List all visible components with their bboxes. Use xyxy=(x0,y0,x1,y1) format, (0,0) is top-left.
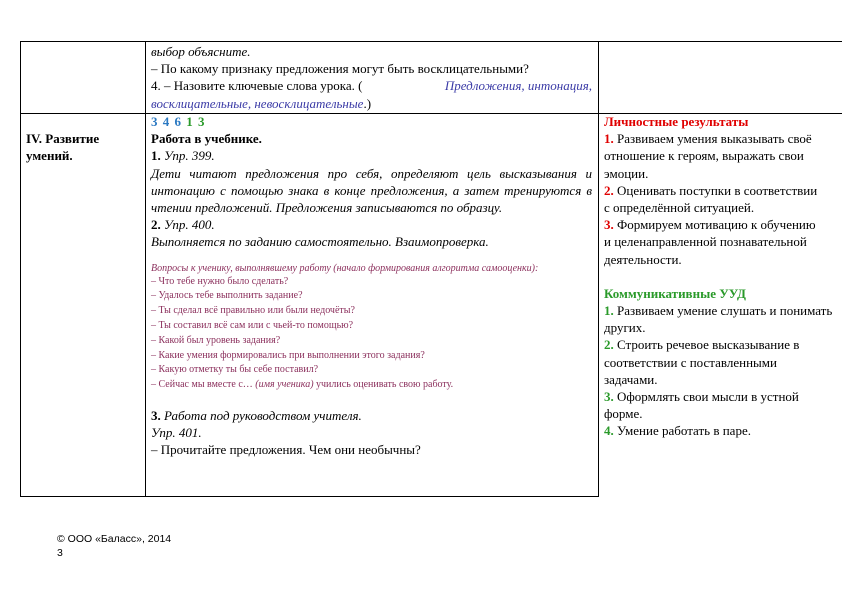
number-sequence xyxy=(151,113,592,130)
row1-content-cell xyxy=(151,43,592,112)
personal-item-1 xyxy=(604,130,842,147)
question-item: – Какую отметку ты бы себе поставил? xyxy=(151,364,319,376)
stage-cell xyxy=(26,130,142,164)
communicative-title: Коммуникативные УУД xyxy=(604,285,746,301)
page-number: 3 xyxy=(57,547,63,559)
comm-item-4-text: Умение работать в паре. xyxy=(617,423,751,439)
comm-item-1-cont: других. xyxy=(604,320,646,336)
table-top-border xyxy=(20,41,842,42)
exercise-2-label: Упр. 400. xyxy=(164,217,215,233)
personal-results-title: Личностные результаты xyxy=(604,114,749,129)
exercise-1-label: Упр. 399. xyxy=(164,148,215,164)
exercise-1-description: Дети читают предложения про себя, определяют цель высказывания и интонацию с помощью знака в конце предложения, а затем тренируются в чтении предложений. Предложения записываются по образцу. xyxy=(151,165,592,216)
comm-item-3-text-a: Оформлять свои мысли в устной xyxy=(617,389,799,405)
personal-item-3-cont: и целенаправленной познавательной xyxy=(604,234,807,250)
number-2: 4 xyxy=(162,114,171,129)
comm-item-3 xyxy=(604,388,842,405)
number-3: 6 xyxy=(174,114,182,129)
question-item: – Какой был уровень задания? xyxy=(151,334,281,346)
number-4: 1 xyxy=(186,114,194,129)
activity-cell xyxy=(151,113,592,459)
exercise-3-label: Работа под руководством учителя. xyxy=(164,408,362,423)
row1-keywords-question: 4. – Назовите ключевые слова урока. ( xyxy=(151,78,363,94)
row1-line2: – По какому признаку предложения могут быть восклицательными? xyxy=(151,61,529,77)
last-question-prefix: – Сейчас мы вместе с… xyxy=(151,379,253,391)
question-item: – Что тебе нужно было сделать? xyxy=(151,275,289,287)
personal-item-1-cont2: эмоции. xyxy=(604,165,649,181)
question-item: – Ты составил всё сам или с чьей-то помощью? xyxy=(151,320,354,332)
row1-line4-suffix: .) xyxy=(363,95,372,111)
question-item: – Ты сделал всё правильно или были недочёты? xyxy=(151,305,355,317)
comm-item-3-cont: форме. xyxy=(604,406,643,422)
copyright-footer: © ООО «Баласс», 2014 xyxy=(57,533,172,545)
exercise-1-number: 1. xyxy=(151,148,161,164)
personal-item-1-num: 1. xyxy=(604,131,614,147)
exercise-2-description: Выполняется по заданию самостоятельно. Взаимопроверка. xyxy=(151,234,489,250)
work-title: Работа в учебнике. xyxy=(151,131,262,147)
question-item-last xyxy=(151,378,592,393)
comm-item-2-text-a: Строить речевое высказывание в xyxy=(617,337,800,353)
personal-item-2-num: 2. xyxy=(604,182,614,198)
self-assessment-questions xyxy=(151,262,592,393)
comm-item-2 xyxy=(604,336,842,353)
comm-item-3-num: 3. xyxy=(604,389,614,405)
comm-item-2-cont2: задачами. xyxy=(604,371,658,387)
question-item: – Какие умения формировались при выполнении этого задания? xyxy=(151,349,425,361)
comm-item-2-num: 2. xyxy=(604,337,614,353)
table-column-divider-2 xyxy=(598,42,599,497)
personal-item-3-num: 3. xyxy=(604,217,614,233)
questions-intro: Вопросы к ученику, выполнявшему работу (начало формирования алгоритма самооценки): xyxy=(151,262,539,274)
personal-item-2-text-a: Оценивать поступки в соответствии xyxy=(617,182,818,198)
exercise-1-heading xyxy=(151,147,592,164)
row1-keywords-answer-cont: восклицательные, невосклицательные xyxy=(151,95,364,111)
comm-item-1-text-a: Развиваем умение слушать и понимать xyxy=(617,303,833,319)
personal-item-3-cont2: деятельности. xyxy=(604,251,682,267)
exercise-3-heading xyxy=(151,407,592,424)
stage-title-line2: умений. xyxy=(26,148,73,164)
row1-line1: выбор объясните. xyxy=(151,44,251,59)
row1-line3 xyxy=(151,77,592,94)
comm-item-2-cont: соответствии с поставленными xyxy=(604,354,777,370)
number-5: 3 xyxy=(198,114,206,129)
personal-item-2-cont: с определённой ситуацией. xyxy=(604,200,755,216)
exercise-3-number: 3. xyxy=(151,408,161,423)
comm-item-1 xyxy=(604,302,842,319)
exercise-3-description: – Прочитайте предложения. Чем они необычны? xyxy=(151,442,421,458)
results-cell xyxy=(604,113,842,440)
comm-item-4 xyxy=(604,422,842,439)
row1-line4 xyxy=(151,95,592,112)
personal-item-1-text-a: Развиваем умения выказывать своё xyxy=(617,131,812,147)
comm-item-1-num: 1. xyxy=(604,303,614,319)
personal-item-3-text-a: Формируем мотивацию к обучению xyxy=(617,217,816,233)
table-left-border xyxy=(20,42,21,497)
personal-item-1-cont: отношение к героям, выражать свои xyxy=(604,148,804,164)
personal-item-2 xyxy=(604,182,842,199)
exercise-2-heading xyxy=(151,216,592,233)
last-question-suffix: учились оценивать свою работу. xyxy=(316,379,454,391)
comm-item-4-num: 4. xyxy=(604,423,614,439)
stage-title-line1: IV. Развитие xyxy=(26,131,100,146)
question-item: – Удалось тебе выполнить задание? xyxy=(151,290,303,302)
table-bottom-border xyxy=(20,496,598,497)
table-column-divider-1 xyxy=(145,42,146,497)
exercise-3-sub: Упр. 401. xyxy=(151,425,202,441)
number-1: 3 xyxy=(151,114,159,129)
last-question-student-name: (имя ученика) xyxy=(255,379,314,391)
exercise-2-number: 2. xyxy=(151,217,161,233)
row1-keywords-answer: Предложения, интонация, xyxy=(444,78,592,94)
personal-item-3 xyxy=(604,216,842,233)
